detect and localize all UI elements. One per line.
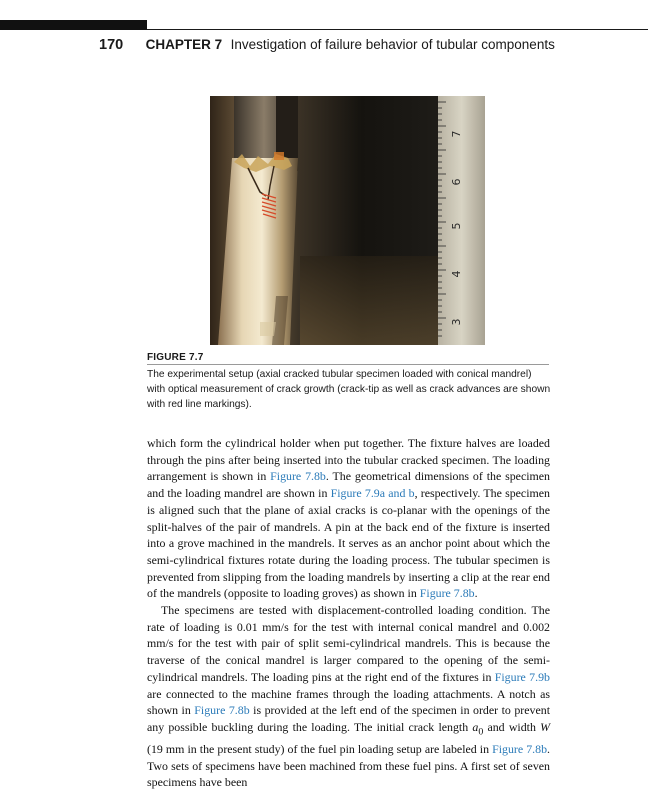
text-span: , respectively. The specimen is aligned such that the plane of axial cracks is co-planar with the openings of the split-halves of the pair of mandrels. A pin at the back end of the fixture is inserted into a grove machined in the mandrels. It serves as an anchor point about which the semi-cylindrical fixtures rotate during the loading process. The tubular specimen is prevented from slipping from the loading mandrels by inserting a clip at the rear end of the mandrels (opposite to loading groves) as shown in xyxy=(147,486,550,601)
figure-reference-link[interactable]: Figure 7.8b xyxy=(194,703,250,718)
figure-reference-link[interactable]: Figure 7.9a and b xyxy=(330,486,415,501)
text-span: is provided at the left end of the specimen in order to prevent any possible buckling during the loading. The initial crack length xyxy=(147,703,550,734)
figure-reference-link[interactable]: Figure 7.8b xyxy=(270,469,326,484)
variable-a: a xyxy=(472,719,479,734)
figure-reference-link[interactable]: Figure 7.8b xyxy=(492,742,548,757)
text-span: (19 mm in the present study) of the fuel pin loading setup are labeled in xyxy=(147,742,493,757)
running-header xyxy=(99,36,555,54)
variable-a-subscript: 0 xyxy=(478,726,484,738)
figure-reference-link[interactable]: Figure 7.9b xyxy=(494,669,550,684)
ruler-number-4: 4 xyxy=(450,270,463,278)
figure-photo xyxy=(210,96,485,345)
ruler-number-5: 5 xyxy=(450,222,463,230)
figure-reference-link[interactable]: Figure 7.8b xyxy=(419,586,475,601)
text-span: . xyxy=(474,586,478,601)
chapter-label: CHAPTER 7 xyxy=(145,37,223,52)
text-span: The specimens are tested with displacement-controlled loading condition. The rate of loading is 0.01 mm/s for the test with internal conical mandrel and 0.002 mm/s for the test with pair of split semi-cylindrical mandrels. This is because the traverse of the conical mandrel is larger compared to the opening of the semi-cylindrical mandrels. The loading pins at the right end of the fixtures in xyxy=(147,603,550,684)
text-span: are connected to the machine frames through the loading attachments. A notch as shown in xyxy=(147,686,550,718)
ruler-number-7: 7 xyxy=(450,130,463,138)
header-rule xyxy=(147,29,648,30)
text-span: which form the cylindrical holder when put together. The fixture halves are loaded through the pins after being inserted into the tubular cracked specimen. The loading arrangement is shown in xyxy=(147,436,550,484)
variable-w: W xyxy=(540,719,550,734)
chapter-title: Investigation of failure behavior of tubular components xyxy=(230,37,555,52)
ruler-number-3: 3 xyxy=(450,318,463,326)
ruler-number-6: 6 xyxy=(450,178,463,186)
text-span: . Two sets of specimens have been machined from these fuel pins. A first set of seven specimens have been xyxy=(147,742,551,790)
text-span: . The geometrical dimensions of the specimen and the loading mandrel are shown in xyxy=(147,469,550,501)
figure-label: FIGURE 7.7 xyxy=(147,352,204,363)
figure-caption: The experimental setup (axial cracked tubular specimen loaded with conical mandrel) with optical measurement of crack growth (crack-tip as well as crack advances are shown with red line markings). xyxy=(147,369,551,411)
body-text xyxy=(147,435,550,791)
text-span: and width xyxy=(483,719,541,734)
paragraph-1 xyxy=(147,435,550,602)
header-bar xyxy=(0,20,147,30)
page-number: 170 xyxy=(99,37,124,53)
paragraph-2 xyxy=(147,602,550,791)
figure-caption-rule xyxy=(147,364,549,365)
